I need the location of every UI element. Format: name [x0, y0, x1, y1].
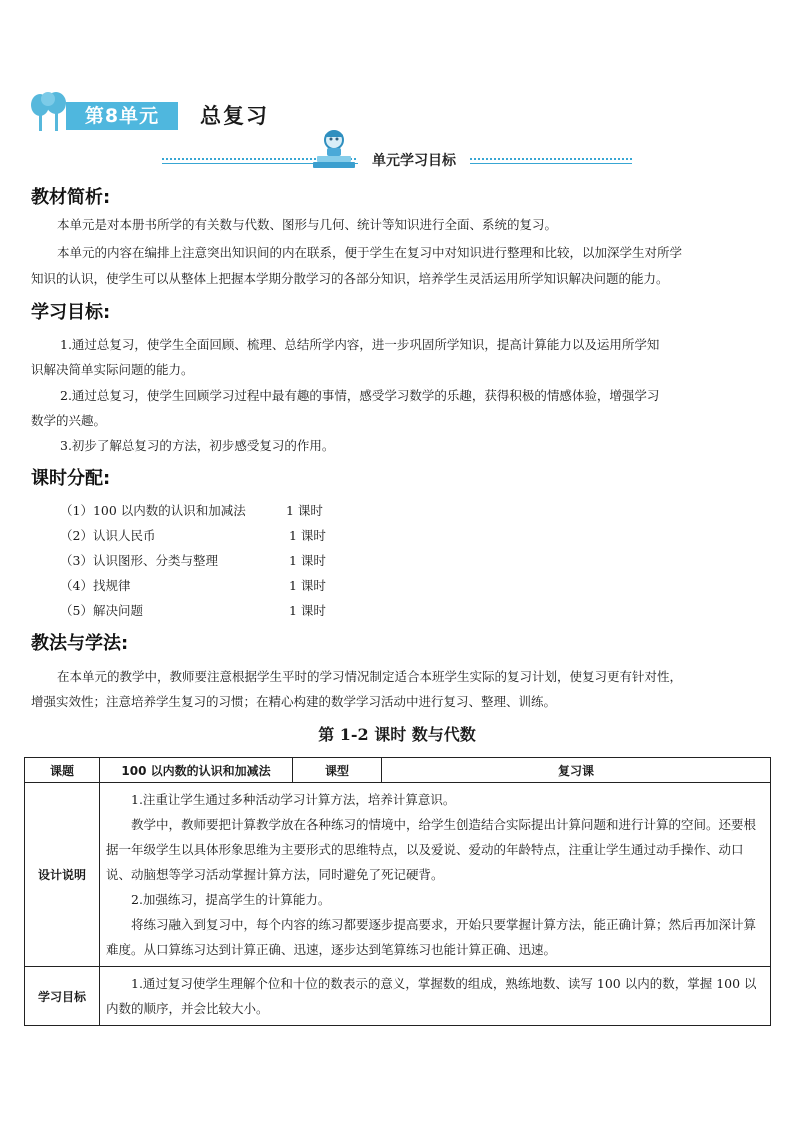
textbook-paragraph: 本单元的内容在编排上注意突出知识间的内在联系，便于学生在复习中对知识进行整理和比较，以加深学生对所学 [57, 245, 683, 260]
schedule-row-hours: 1 课时 [289, 553, 326, 568]
schedule-row-name: （4）找规律 [60, 578, 131, 593]
schedule-row-hours: 1 课时 [286, 503, 323, 518]
banner-label: 单元学习目标 [358, 150, 470, 172]
objective-line: 3.初步了解总复习的方法，初步感受复习的作用。 [60, 438, 335, 453]
objective-line: 识解决简单实际问题的能力。 [31, 362, 194, 377]
design-label: 设计说明 [25, 783, 100, 967]
lesson-title: 第 1-2 课时 数与代数 [318, 725, 476, 744]
schedule-row-name: （1）100 以内数的认识和加减法 [60, 503, 246, 518]
goals-label: 学习目标 [25, 967, 100, 1026]
schedule-row-hours: 1 课时 [289, 603, 326, 618]
type-value: 复习课 [382, 758, 771, 783]
lesson-header-row [25, 758, 771, 783]
methods-line: 在本单元的教学中，教师要注意根据学生平时的学习情况制定适合本班学生实际的复习计划，使复习更有针对性， [57, 669, 683, 684]
goals-paragraph: 1.通过复习使学生理解个位和十位的数表示的意义，掌握数的组成，熟练地数、读写 100 以内的数，掌握 100 以内数的顺序，并会比较大小。 [106, 976, 757, 1016]
schedule-row-name: （3）认识图形、分类与整理 [60, 553, 218, 568]
schedule-row-hours: 1 课时 [289, 528, 326, 543]
design-paragraph: 2.加强练习，提高学生的计算能力。 [131, 892, 331, 907]
objective-line: 数学的兴趣。 [31, 413, 107, 428]
methods-line: 增强实效性；注意培养学生复习的习惯；在精心构建的数学学习活动中进行复习、整理、训练。 [31, 694, 557, 709]
design-paragraph: 教学中，教师要把计算教学放在各种练习的情境中，给学生创造结合实际提出计算问题和进行计算的空间。还要根据一年级学生以具体形象思维为主要形式的思维特点，以及爱说、爱动的年龄特点，注重让学生通过动手操作、动口说、动脑想等学习活动掌握计算方法，同时避免了死记硬背。 [106, 817, 757, 882]
schedule-row-name: （2）认识人民币 [60, 528, 156, 543]
textbook-paragraph: 本单元是对本册书所学的有关数与代数、图形与几何、统计等知识进行全面、系统的复习。 [57, 217, 558, 232]
design-content [100, 783, 771, 967]
goals-row [25, 967, 771, 1026]
schedule-row-name: （5）解决问题 [60, 603, 143, 618]
section-heading-objectives: 学习目标: [31, 302, 111, 323]
student-books-icon [311, 126, 357, 172]
goals-content [100, 967, 771, 1026]
section-heading-methods: 教法与学法: [31, 633, 129, 654]
topic-label: 课题 [25, 758, 100, 783]
schedule-row-hours: 1 课时 [289, 578, 326, 593]
design-row [25, 783, 771, 967]
type-label: 课型 [293, 758, 382, 783]
section-heading-textbook: 教材简析: [31, 187, 111, 208]
section-heading-schedule: 课时分配: [31, 468, 111, 489]
topic-value: 100 以内数的认识和加减法 [100, 758, 293, 783]
trees-icon [30, 92, 68, 132]
objective-line: 2.通过总复习，使学生回顾学习过程中最有趣的事情，感受学习数学的乐趣，获得积极的情感体验，增强学习 [60, 388, 660, 403]
design-paragraph: 将练习融入到复习中，每个内容的练习都要逐步提高要求，开始只要掌握计算方法，能正确计算；然后再加深计算难度。从口算练习达到计算正确、迅速，逐步达到笔算练习也能计算正确、迅速。 [106, 917, 757, 957]
unit-title: 总复习 [200, 104, 269, 128]
textbook-paragraph: 知识的认识，使学生可以从整体上把握本学期分散学习的各部分知识，培养学生灵活运用所学知识解决问题的能力。 [31, 271, 669, 286]
unit-badge: 第8单元 [66, 102, 178, 130]
lesson-table [24, 757, 771, 1026]
objective-line: 1.通过总复习，使学生全面回顾、梳理、总结所学内容，进一步巩固所学知识，提高计算能力以及运用所学知 [60, 337, 660, 352]
design-paragraph: 1.注重让学生通过多种活动学习计算方法，培养计算意识。 [131, 792, 456, 807]
